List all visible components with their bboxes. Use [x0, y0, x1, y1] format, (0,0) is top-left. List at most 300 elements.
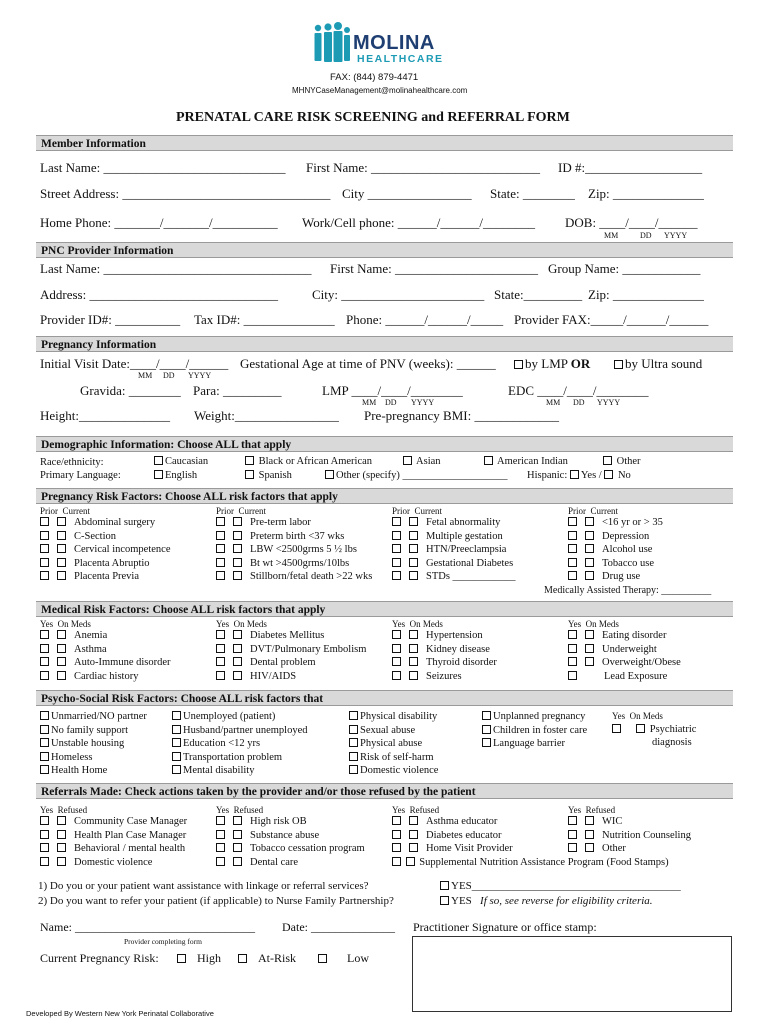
checkbox[interactable] [585, 544, 594, 553]
checkbox[interactable] [172, 738, 181, 747]
checkbox[interactable] [392, 571, 401, 580]
hispanic-option[interactable] [527, 469, 631, 483]
para[interactable]: Para: _________ [193, 383, 282, 398]
lmp-date[interactable]: LMP ____/____/________ [322, 383, 463, 398]
checklist-item[interactable] [216, 643, 366, 657]
checklist-item[interactable] [40, 670, 171, 684]
checklist-label: HTN/Preeclampsia [426, 544, 507, 556]
checklist-item[interactable] [40, 530, 171, 544]
checkbox[interactable] [409, 830, 418, 839]
current-label: Current [590, 506, 618, 516]
checklist-item[interactable] [216, 557, 372, 571]
checklist-item[interactable] [349, 764, 438, 778]
checkbox[interactable] [233, 571, 242, 580]
checklist-item[interactable] [172, 710, 308, 724]
checklist-item[interactable] [40, 710, 147, 724]
checkbox[interactable] [172, 752, 181, 761]
checklist-label: Unplanned pregnancy [493, 711, 586, 722]
checklist-item[interactable] [568, 656, 681, 670]
checkbox[interactable] [57, 644, 66, 653]
checkbox[interactable] [216, 857, 225, 866]
member-city[interactable]: City ________________ [342, 186, 472, 201]
checkbox[interactable] [40, 571, 49, 580]
yes-label: Yes [568, 619, 582, 629]
on-meds-label: On Meds [233, 619, 267, 629]
checkbox[interactable] [409, 531, 418, 540]
checkbox[interactable] [216, 843, 225, 852]
by-ultrasound-label: by Ultra sound [625, 356, 703, 371]
checklist-item[interactable] [40, 543, 171, 557]
checkbox[interactable] [57, 544, 66, 553]
psychiatric-onmeds-checkbox[interactable] [636, 724, 645, 733]
checkbox[interactable] [568, 830, 577, 839]
checklist-item[interactable] [568, 829, 691, 843]
provider-city[interactable]: City: ______________________ [312, 287, 485, 302]
english-checkbox[interactable] [154, 470, 163, 479]
checkbox[interactable] [568, 657, 577, 666]
checkbox[interactable] [585, 558, 594, 567]
checkbox[interactable] [568, 843, 577, 852]
checkbox[interactable] [216, 558, 225, 567]
checklist-item[interactable] [172, 764, 308, 778]
pregnancy-info-heading: Pregnancy Information [36, 336, 733, 352]
psychiatric-yes-checkbox[interactable] [612, 724, 621, 733]
checklist-item[interactable] [172, 724, 308, 738]
weight[interactable]: Weight:________________ [194, 408, 339, 423]
lmp-dd-label: DD [385, 398, 397, 407]
checkbox[interactable] [482, 738, 491, 747]
checklist-item[interactable] [40, 856, 187, 870]
checklist-item[interactable] [392, 516, 516, 530]
checkbox[interactable] [40, 544, 49, 553]
checklist-label: Overweight/Obese [602, 657, 681, 669]
checklist-label: Cardiac history [74, 670, 139, 682]
checkbox[interactable] [568, 558, 577, 567]
checkbox[interactable] [585, 630, 594, 639]
checklist-item[interactable] [40, 643, 171, 657]
black-option[interactable] [245, 455, 372, 469]
diagnosis-label: diagnosis [652, 737, 692, 748]
checkbox[interactable] [392, 630, 401, 639]
checklist-item[interactable] [40, 815, 187, 829]
checklist-item[interactable] [349, 724, 438, 738]
checklist-item[interactable] [172, 737, 308, 751]
other-language-label: Other (specify) ____________________ [336, 470, 508, 481]
checkbox[interactable] [585, 843, 594, 852]
snap-referral-option[interactable] [392, 856, 669, 870]
checklist-item[interactable] [40, 656, 171, 670]
provider-tax-id[interactable]: Tax ID#: ______________ [194, 312, 335, 327]
checkbox[interactable] [233, 671, 242, 680]
checklist-item[interactable] [40, 842, 187, 856]
checklist-item[interactable] [392, 629, 497, 643]
checkbox[interactable] [57, 671, 66, 680]
checkbox[interactable] [216, 644, 225, 653]
hispanic-no-checkbox[interactable] [604, 470, 613, 479]
signature-box[interactable] [412, 936, 732, 1012]
checkbox[interactable] [585, 657, 594, 666]
checkbox[interactable] [409, 644, 418, 653]
checkbox[interactable] [233, 558, 242, 567]
risk-low-option[interactable] [318, 951, 369, 966]
checklist-label: Language barrier [493, 738, 565, 750]
member-first-name[interactable]: First Name: __________________________ [306, 160, 540, 175]
checklist-label: Placenta Previa [74, 571, 140, 583]
checklist-item[interactable] [216, 516, 372, 530]
checkbox[interactable] [40, 531, 49, 540]
date-field[interactable]: Date: ______________ [282, 920, 395, 934]
checklist-item[interactable] [216, 842, 365, 856]
checkbox[interactable] [482, 711, 491, 720]
checklist-item[interactable] [172, 751, 308, 765]
q1-yes-label: YES______________________________________ [451, 880, 681, 892]
risk-high-checkbox[interactable] [177, 954, 186, 963]
black-checkbox[interactable] [245, 456, 254, 465]
checklist-item[interactable] [40, 724, 147, 738]
checkbox[interactable] [57, 843, 66, 852]
prior-label: Prior [392, 506, 410, 516]
provider-id[interactable]: Provider ID#: __________ [40, 312, 181, 327]
checklist-item[interactable] [216, 543, 372, 557]
other-race-option[interactable] [603, 455, 641, 469]
checkbox[interactable] [409, 843, 418, 852]
checkbox[interactable] [233, 517, 242, 526]
referrals-col3 [392, 815, 513, 856]
spanish-checkbox[interactable] [245, 470, 254, 479]
by-lmp-label: by LMP [525, 356, 568, 371]
checkbox[interactable] [233, 816, 242, 825]
checklist-label: Unmarried/NO partner [51, 711, 147, 722]
american-indian-option[interactable] [484, 455, 568, 469]
question-1-yes[interactable] [440, 880, 681, 892]
height[interactable]: Height:______________ [40, 408, 170, 423]
checkbox[interactable] [216, 571, 225, 580]
checklist-item[interactable] [392, 643, 497, 657]
checklist-item[interactable] [216, 530, 372, 544]
edc-date[interactable]: EDC ____/____/________ [508, 383, 649, 398]
checkbox[interactable] [57, 830, 66, 839]
checkbox[interactable] [233, 857, 242, 866]
checklist-label: Physical abuse [360, 738, 423, 750]
provider-first-name[interactable]: First Name: ______________________ [330, 261, 538, 276]
other-language-checkbox[interactable] [325, 470, 334, 479]
checkbox[interactable] [392, 657, 401, 666]
checkbox[interactable] [216, 531, 225, 540]
checklist-label: Health Plan Case Manager [74, 829, 187, 841]
checklist-item[interactable] [568, 570, 663, 584]
q2-yes-checkbox[interactable] [440, 896, 449, 905]
snap-refused-checkbox[interactable] [406, 857, 415, 866]
checkbox[interactable] [57, 657, 66, 666]
provider-fax[interactable]: Provider FAX:_____/______/______ [514, 312, 709, 327]
other-race-checkbox[interactable] [603, 456, 612, 465]
checklist-item[interactable] [392, 815, 513, 829]
checkbox[interactable] [172, 711, 181, 720]
checkbox[interactable] [216, 816, 225, 825]
checklist-item[interactable] [40, 751, 147, 765]
checklist-item[interactable] [568, 815, 691, 829]
dob-dd-label: DD [640, 231, 652, 240]
checkbox[interactable] [568, 544, 577, 553]
caucasian-option[interactable] [154, 455, 208, 469]
asian-option[interactable] [403, 455, 441, 469]
checkbox[interactable] [233, 630, 242, 639]
other-language-option[interactable] [325, 469, 507, 483]
checkbox[interactable] [40, 657, 49, 666]
yes-label: Yes [40, 805, 54, 815]
provider-zip[interactable]: Zip: ______________ [588, 287, 704, 302]
checklist-item[interactable] [216, 815, 365, 829]
checklist-item[interactable] [216, 670, 366, 684]
checkbox[interactable] [392, 816, 401, 825]
checklist-item[interactable] [216, 656, 366, 670]
edc-dd-label: DD [573, 398, 585, 407]
checkbox[interactable] [57, 816, 66, 825]
checkbox[interactable] [568, 571, 577, 580]
psychiatric-diagnosis-option[interactable] [612, 723, 696, 737]
checkbox[interactable] [172, 765, 181, 774]
checklist-item[interactable] [40, 829, 187, 843]
checkbox[interactable] [409, 517, 418, 526]
checkbox[interactable] [409, 816, 418, 825]
provider-state[interactable]: State:_________ [494, 287, 583, 302]
checklist-item[interactable] [568, 643, 681, 657]
checkbox[interactable] [392, 558, 401, 567]
checkbox[interactable] [57, 517, 66, 526]
checkbox[interactable] [409, 630, 418, 639]
checkbox[interactable] [568, 671, 577, 680]
checkbox[interactable] [568, 816, 577, 825]
provider-group-name[interactable]: Group Name: ____________ [548, 261, 701, 276]
checkbox[interactable] [585, 816, 594, 825]
checkbox[interactable] [482, 725, 491, 734]
checkbox[interactable] [585, 531, 594, 540]
checkbox[interactable] [392, 830, 401, 839]
visit-dd-label: DD [163, 371, 175, 380]
checkbox[interactable] [40, 671, 49, 680]
snap-yes-checkbox[interactable] [392, 857, 401, 866]
checkbox[interactable] [585, 644, 594, 653]
checkbox[interactable] [585, 830, 594, 839]
checkbox[interactable] [40, 843, 49, 852]
checklist-item[interactable] [392, 842, 513, 856]
checklist-item[interactable] [40, 764, 147, 778]
checklist-item[interactable] [392, 670, 497, 684]
checkbox[interactable] [57, 558, 66, 567]
provider-address[interactable]: Address: _____________________________ [40, 287, 278, 302]
member-zip[interactable]: Zip: ______________ [588, 186, 704, 201]
checkbox[interactable] [40, 558, 49, 567]
checkbox[interactable] [233, 544, 242, 553]
checkbox[interactable] [392, 517, 401, 526]
checkbox[interactable] [233, 843, 242, 852]
asian-checkbox[interactable] [403, 456, 412, 465]
checkbox[interactable] [392, 644, 401, 653]
checkbox[interactable] [409, 558, 418, 567]
checklist-label: Pre-term labor [250, 517, 311, 528]
checkbox[interactable] [216, 544, 225, 553]
checklist-item[interactable] [392, 570, 516, 584]
checklist-item[interactable] [392, 656, 497, 670]
checklist-item[interactable] [392, 829, 513, 843]
provider-last-name[interactable]: Last Name: ________________________________ [40, 261, 312, 276]
q2-yes-label: YES [451, 895, 472, 907]
checkbox[interactable] [409, 657, 418, 666]
checkbox[interactable] [172, 725, 181, 734]
risk-atrisk-checkbox[interactable] [238, 954, 247, 963]
checkbox[interactable] [409, 671, 418, 680]
member-home-phone[interactable]: Home Phone: _______/_______/__________ [40, 215, 278, 230]
checklist-label: Sexual abuse [360, 724, 416, 736]
member-street[interactable]: Street Address: ________________________________ [40, 186, 331, 201]
checkbox[interactable] [40, 765, 49, 774]
checklist-item[interactable] [40, 629, 171, 643]
checkbox[interactable] [216, 657, 225, 666]
checklist-item[interactable] [482, 737, 587, 751]
checklist-item[interactable] [216, 856, 365, 870]
checkbox[interactable] [40, 711, 49, 720]
checkbox[interactable] [216, 517, 225, 526]
by-lmp-option[interactable] [514, 356, 590, 372]
by-ultrasound-checkbox[interactable] [614, 360, 623, 369]
risk-high-option[interactable] [177, 951, 221, 966]
member-work-phone[interactable]: Work/Cell phone: ______/______/________ [302, 215, 535, 230]
spanish-option[interactable] [245, 469, 292, 483]
checklist-item[interactable] [568, 543, 663, 557]
checkbox[interactable] [40, 830, 49, 839]
checkbox[interactable] [57, 630, 66, 639]
checklist-item[interactable] [349, 751, 438, 765]
checkbox[interactable] [392, 531, 401, 540]
checklist-item[interactable] [392, 530, 516, 544]
checkbox[interactable] [585, 571, 594, 580]
checkbox[interactable] [40, 644, 49, 653]
checkbox[interactable] [568, 517, 577, 526]
on-meds-label: On Meds [585, 619, 619, 629]
checkbox[interactable] [57, 531, 66, 540]
checklist-label: No family support [51, 724, 128, 736]
checkbox[interactable] [392, 671, 401, 680]
checkbox[interactable] [57, 857, 66, 866]
checklist-item[interactable] [216, 570, 372, 584]
checkbox[interactable] [233, 644, 242, 653]
checklist-item[interactable] [568, 557, 663, 571]
hispanic-yes-checkbox[interactable] [570, 470, 579, 479]
checkbox[interactable] [40, 752, 49, 761]
checklist-label: Domestic violence [74, 856, 153, 868]
psycho-risk-col1 [40, 710, 147, 778]
checkbox[interactable] [409, 571, 418, 580]
gravida[interactable]: Gravida: ________ [80, 383, 181, 398]
risk-atrisk-option[interactable] [238, 951, 296, 966]
checklist-item[interactable] [392, 543, 516, 557]
checklist-item[interactable] [216, 629, 366, 643]
checkbox[interactable] [40, 630, 49, 639]
checklist-label: Auto-Immune disorder [74, 657, 171, 669]
gestational-age[interactable]: Gestational Age at time of PNV (weeks): ______ [240, 356, 496, 371]
caucasian-label: Caucasian [165, 456, 209, 467]
checklist-item[interactable] [349, 710, 438, 724]
checklist-label: Hypertension [426, 630, 483, 641]
checkbox[interactable] [233, 830, 242, 839]
member-dob[interactable]: DOB: ____/____/______ [565, 215, 698, 230]
checkbox[interactable] [568, 531, 577, 540]
checkbox[interactable] [349, 711, 358, 720]
checkbox[interactable] [585, 517, 594, 526]
checklist-item[interactable] [40, 516, 171, 530]
checkbox[interactable] [392, 843, 401, 852]
checklist-item[interactable] [568, 670, 681, 684]
member-id[interactable]: ID #:__________________ [558, 160, 703, 175]
checklist-item[interactable] [216, 829, 365, 843]
checkbox[interactable] [349, 752, 358, 761]
member-state[interactable]: State: ________ [490, 186, 575, 201]
american-indian-checkbox[interactable] [484, 456, 493, 465]
q1-yes-checkbox[interactable] [440, 881, 449, 890]
checkbox[interactable] [40, 725, 49, 734]
checklist-label: Risk of self-harm [360, 751, 434, 763]
by-lmp-checkbox[interactable] [514, 360, 523, 369]
checklist-item[interactable] [40, 737, 147, 751]
checkbox[interactable] [40, 857, 49, 866]
risk-atrisk-label: At-Risk [258, 951, 297, 965]
checkbox[interactable] [233, 531, 242, 540]
yes-refused-header-4 [568, 805, 615, 815]
checklist-label: Asthma [74, 643, 107, 655]
fax-number: FAX: (844) 879-4471 [330, 72, 419, 83]
checklist-item[interactable] [568, 530, 663, 544]
pre-pregnancy-bmi[interactable]: Pre-pregnancy BMI: _____________ [364, 408, 559, 423]
checkbox[interactable] [409, 544, 418, 553]
english-option[interactable] [154, 469, 197, 483]
checklist-item[interactable] [392, 557, 516, 571]
checklist-item[interactable] [40, 557, 171, 571]
prior-current-header-1 [40, 506, 90, 516]
checkbox[interactable] [392, 544, 401, 553]
checklist-item[interactable] [482, 724, 587, 738]
checkbox[interactable] [40, 816, 49, 825]
checklist-item[interactable] [349, 737, 438, 751]
checklist-item[interactable] [568, 516, 663, 530]
checklist-item[interactable] [568, 842, 691, 856]
caucasian-checkbox[interactable] [154, 456, 163, 465]
by-ultrasound-option[interactable] [614, 356, 702, 372]
checkbox[interactable] [216, 671, 225, 680]
checkbox[interactable] [349, 765, 358, 774]
checkbox[interactable] [233, 657, 242, 666]
checkbox[interactable] [57, 571, 66, 580]
checkbox[interactable] [568, 644, 577, 653]
member-last-name[interactable]: Last Name: ____________________________ [40, 160, 286, 175]
checkbox[interactable] [216, 630, 225, 639]
checkbox[interactable] [349, 738, 358, 747]
medically-assisted-therapy[interactable]: Medically Assisted Therapy: __________ [544, 585, 712, 596]
checkbox[interactable] [349, 725, 358, 734]
question-2-yes[interactable] [440, 895, 653, 907]
initial-visit-date[interactable]: Initial Visit Date:____/____/______ [40, 356, 229, 371]
checklist-item[interactable] [568, 629, 681, 643]
checkbox[interactable] [216, 830, 225, 839]
checklist-item[interactable] [482, 710, 587, 724]
risk-low-checkbox[interactable] [318, 954, 327, 963]
checkbox[interactable] [568, 630, 577, 639]
checkbox[interactable] [40, 738, 49, 747]
checkbox[interactable] [40, 517, 49, 526]
provider-name-field[interactable]: Name: ______________________________ [40, 920, 255, 934]
current-label: Current [414, 506, 442, 516]
provider-phone[interactable]: Phone: ______/______/_____ [346, 312, 504, 327]
checklist-item[interactable] [40, 570, 171, 584]
